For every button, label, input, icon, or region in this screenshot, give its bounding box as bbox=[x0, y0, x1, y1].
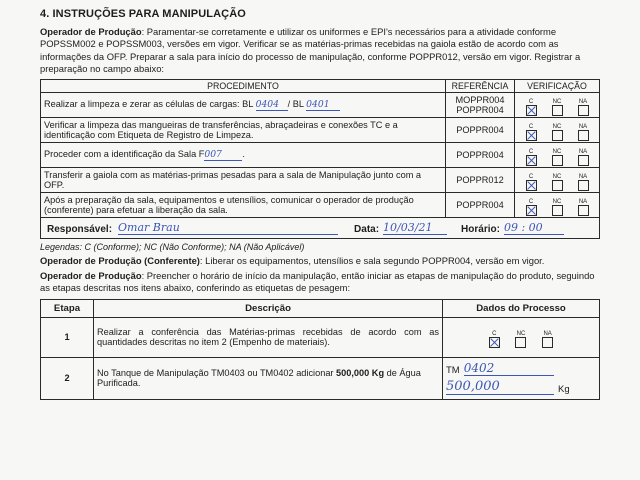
reference-cell: POPPR012 bbox=[446, 167, 515, 192]
header-dados: Dados do Processo bbox=[443, 299, 600, 317]
check-na-box[interactable] bbox=[578, 105, 589, 116]
verification-cell: C NC NA bbox=[515, 192, 600, 217]
header-referencia: REFERÊNCIA bbox=[446, 79, 515, 92]
handwritten-bl1: 0404 bbox=[256, 99, 288, 111]
verification-cell: C NC NA bbox=[515, 92, 600, 117]
check-c-box[interactable] bbox=[526, 130, 537, 141]
check-c-box[interactable] bbox=[526, 155, 537, 166]
horario-value: 09 : 00 bbox=[504, 221, 564, 235]
check-na-box[interactable] bbox=[578, 155, 589, 166]
handwritten-sala: 007 bbox=[204, 149, 242, 161]
check-nc-box[interactable] bbox=[515, 337, 526, 348]
intro-text: : Paramentar-se corretamente e utilizar os uniformes e EPI's necessários para a atividade conforme POPSSM002 e POPSSM003, versões em vigor. Verificar se as matérias-primas recebidas na gaiola estão de acordo com as informações da OFP. Preparar a sala para início do processo de manipulação, conforme POPPR012, versão em vigor. Registrar a preparação no campo abaixo: bbox=[40, 26, 581, 75]
data-value: 10/03/21 bbox=[383, 221, 447, 235]
procedure-cell: Após a preparação da sala, equipamentos e utensílios, comunicar o operador de produção (conferente) para efetuar a liberação da sala. bbox=[41, 192, 446, 217]
table-row bbox=[41, 92, 600, 117]
procedure-cell: Proceder com a identificação da Sala F007 . bbox=[41, 142, 446, 167]
check-c-box[interactable] bbox=[526, 180, 537, 191]
check-nc-box[interactable] bbox=[552, 205, 563, 216]
table-row bbox=[41, 357, 600, 399]
conferente-role: Operador de Produção (Conferente) bbox=[40, 254, 200, 266]
check-c-box[interactable] bbox=[526, 205, 537, 216]
procedure-cell: Realizar a limpeza e zerar as células de cargas: BL 0404 / BL 0401 bbox=[41, 92, 446, 117]
legend-text: Legendas: C (Conforme); NC (Não Conforme); NA (Não Aplicável) bbox=[40, 241, 305, 252]
step-description: Realizar a conferência das Matérias-primas recebidas de acordo com as quantidades descritas no item 2 (Empenho de materiais). bbox=[94, 317, 443, 357]
responsavel-signature: Omar Brau bbox=[118, 221, 338, 235]
table-row bbox=[41, 317, 600, 357]
table-row bbox=[41, 167, 600, 192]
verification-cell: C NC NA bbox=[515, 117, 600, 142]
process-data-cell: C NC NA bbox=[443, 317, 600, 357]
check-nc-box[interactable] bbox=[552, 180, 563, 191]
tm-value: 0402 bbox=[464, 361, 554, 376]
reference-cell: POPPR004 bbox=[446, 142, 515, 167]
data-label: Data: bbox=[354, 223, 380, 235]
intro-paragraph bbox=[40, 26, 600, 76]
header-etapa: Etapa bbox=[41, 299, 94, 317]
production-role: Operador de Produção bbox=[40, 270, 142, 282]
handwritten-bl2: 0401 bbox=[306, 99, 340, 111]
verification-cell: C NC NA bbox=[515, 142, 600, 167]
verification-cell: C NC NA bbox=[515, 167, 600, 192]
responsavel-label: Responsável: bbox=[47, 223, 113, 235]
steps-table bbox=[40, 299, 600, 400]
table-row bbox=[41, 192, 600, 217]
check-nc-box[interactable] bbox=[552, 105, 563, 116]
reference-cell: MOPPR004 POPPR004 bbox=[446, 92, 515, 117]
procedure-cell: Transferir a gaiola com as matérias-primas pesadas para a sala de Manipulação junto com a OFP. bbox=[41, 167, 446, 192]
production-paragraph bbox=[40, 270, 600, 295]
document-page bbox=[40, 8, 600, 400]
table-row bbox=[41, 117, 600, 142]
check-na-box[interactable] bbox=[578, 180, 589, 191]
kg-unit: Kg bbox=[558, 384, 570, 396]
preparation-table bbox=[40, 79, 600, 239]
header-verificacao: VERIFICAÇÃO bbox=[515, 79, 600, 92]
check-nc-box[interactable] bbox=[552, 155, 563, 166]
horario-label: Horário: bbox=[461, 223, 500, 235]
section-title: 4. INSTRUÇÕES PARA MANIPULAÇÃO bbox=[40, 8, 246, 20]
conferente-text: : Liberar os equipamentos, utensílios e sala segundo POPPR004, versão em vigor. bbox=[199, 254, 545, 266]
production-text: : Preencher o horário de início da manipulação, então iniciar as etapas de manipulação do produto, seguindo as etapas descritas nos itens abaixo, conferindo as etiquetas de pesagem: bbox=[40, 270, 595, 294]
table-row bbox=[41, 142, 600, 167]
check-na-box[interactable] bbox=[542, 337, 553, 348]
check-na-box[interactable] bbox=[578, 130, 589, 141]
check-nc-box[interactable] bbox=[552, 130, 563, 141]
signature-row bbox=[41, 217, 600, 238]
kg-value: 500,000 bbox=[446, 379, 554, 395]
procedure-cell: Verificar a limpeza das mangueiras de transferências, abraçadeiras e conexões TC e a identificação com Etiqueta de Registro de Limpeza. bbox=[41, 117, 446, 142]
header-procedimento: PROCEDIMENTO bbox=[41, 79, 446, 92]
reference-cell: POPPR004 bbox=[446, 117, 515, 142]
check-c-box[interactable] bbox=[526, 105, 537, 116]
step-description: No Tanque de Manipulação TM0403 ou TM0402 adicionar 500,000 Kg de Água Purificada. bbox=[94, 357, 443, 399]
process-data-cell bbox=[443, 357, 600, 399]
check-c-box[interactable] bbox=[489, 337, 500, 348]
check-na-box[interactable] bbox=[578, 205, 589, 216]
header-descricao: Descrição bbox=[94, 299, 443, 317]
etapa-number: 2 bbox=[41, 357, 94, 399]
conferente-paragraph bbox=[40, 255, 600, 267]
etapa-number: 1 bbox=[41, 317, 94, 357]
reference-cell: POPPR004 bbox=[446, 192, 515, 217]
tm-label: TM bbox=[446, 365, 460, 377]
intro-role: Operador de Produção bbox=[40, 26, 142, 37]
